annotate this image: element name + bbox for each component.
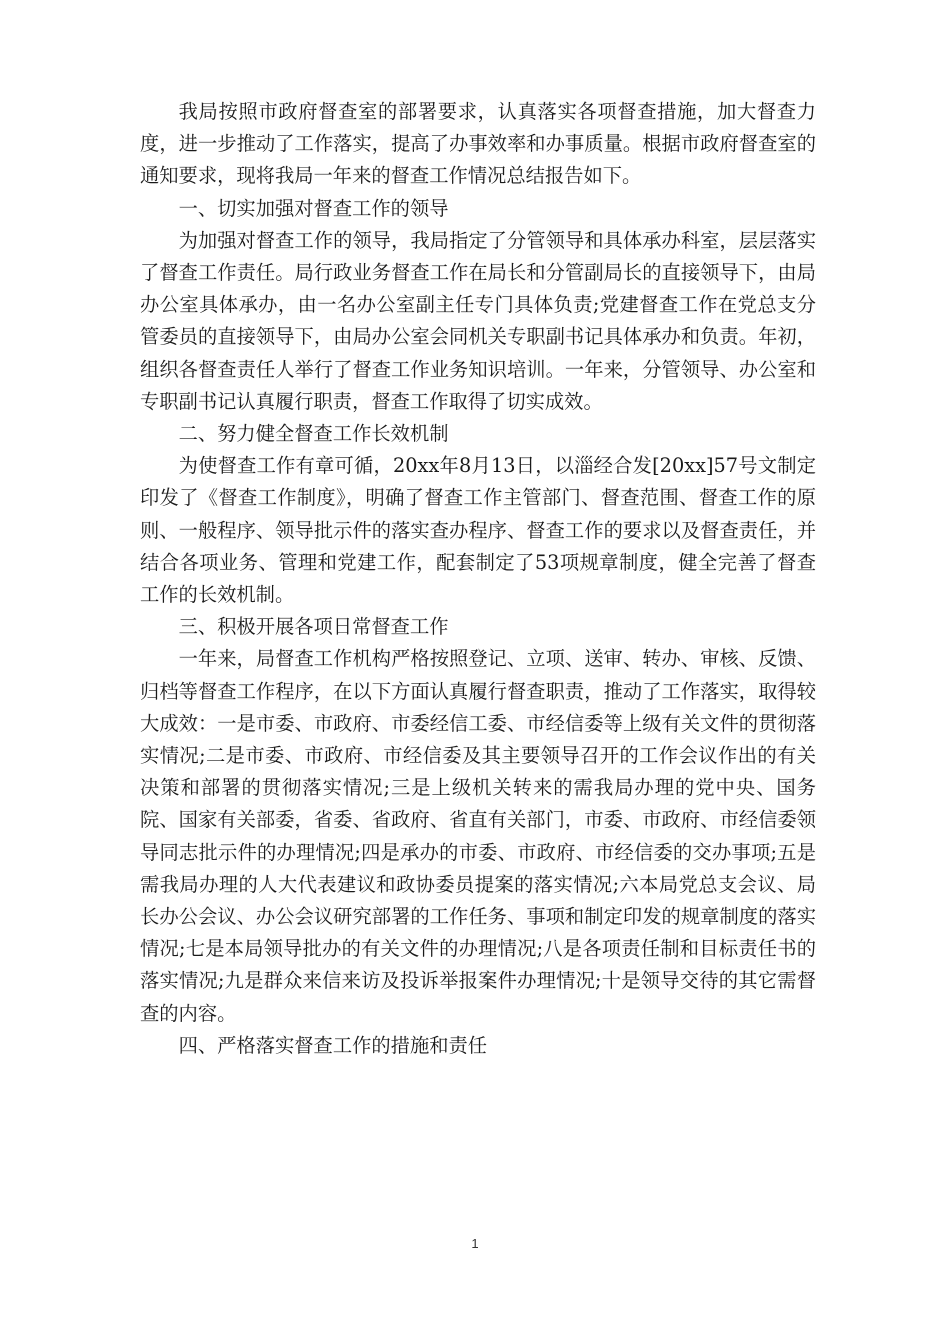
page-number: 1 bbox=[471, 1236, 479, 1251]
section-1-paragraph: 为加强对督查工作的领导，我局指定了分管领导和具体承办科室，层层落实了督查工作责任。局行政业务督查工作在局长和分管副局长的直接领导下，由局办公室具体承办，由一名办公室副主任专门具体负责;党建督查工作在党总支分管委员的直接领导下，由局办公室会同机关专职副书记具体承办和负责。年初，组织各督查责任人举行了督查工作业务知识培训。一年来，分管领导、办公室和专职副书记认真履行职责，督查工作取得了切实成效。 bbox=[140, 228, 816, 413]
section-heading-2: 二、努力健全督查工作长效机制 bbox=[178, 422, 449, 446]
intro-paragraph: 我局按照市政府督查室的部署要求，认真落实各项督查措施，加大督查力度，进一步推动了工作落实，提高了办事效率和办事质量。根据市政府督查室的通知要求，现将我局一年来的督查工作情况总结报告如下。 bbox=[140, 100, 816, 188]
document-page bbox=[140, 96, 816, 1062]
section-2-paragraph: 为使督查工作有章可循，20xx年8月13日，以淄经合发[20xx]57号文制定印发了《督查工作制度》，明确了督查工作主管部门、督查范围、督查工作的原则、一般程序、领导批示件的落实查办程序、督查工作的要求以及督查责任，并结合各项业务、管理和党建工作，配套制定了53项规章制度，健全完善了督查工作的长效机制。 bbox=[140, 454, 816, 607]
section-heading-3: 三、积极开展各项日常督查工作 bbox=[178, 615, 449, 639]
section-heading-1: 一、切实加强对督查工作的领导 bbox=[178, 196, 449, 220]
section-heading-4: 四、严格落实督查工作的措施和责任 bbox=[178, 1033, 488, 1057]
section-3-paragraph: 一年来，局督查工作机构严格按照登记、立项、送审、转办、审核、反馈、归档等督查工作程序，在以下方面认真履行督查职责，推动了工作落实，取得较大成效：一是市委、市政府、市委经信工委、市经信委等上级有关文件的贯彻落实情况;二是市委、市政府、市经信委及其主要领导召开的工作会议作出的有关决策和部署的贯彻落实情况;三是上级机关转来的需我局办理的党中央、国务院、国家有关部委，省委、省政府、省直有关部门，市委、市政府、市经信委领导同志批示件的办理情况;四是承办的市委、市政府、市经信委的交办事项;五是需我局办理的人大代表建议和政协委员提案的落实情况;六本局党总支会议、局长办公会议、办公会议研究部署的工作任务、事项和制定印发的规章制度的落实情况;七是本局领导批办的有关文件的办理情况;八是各项责任制和目标责任书的落实情况;九是群众来信来访及投诉举报案件办理情况;十是领导交待的其它需督查的内容。 bbox=[140, 647, 816, 1025]
